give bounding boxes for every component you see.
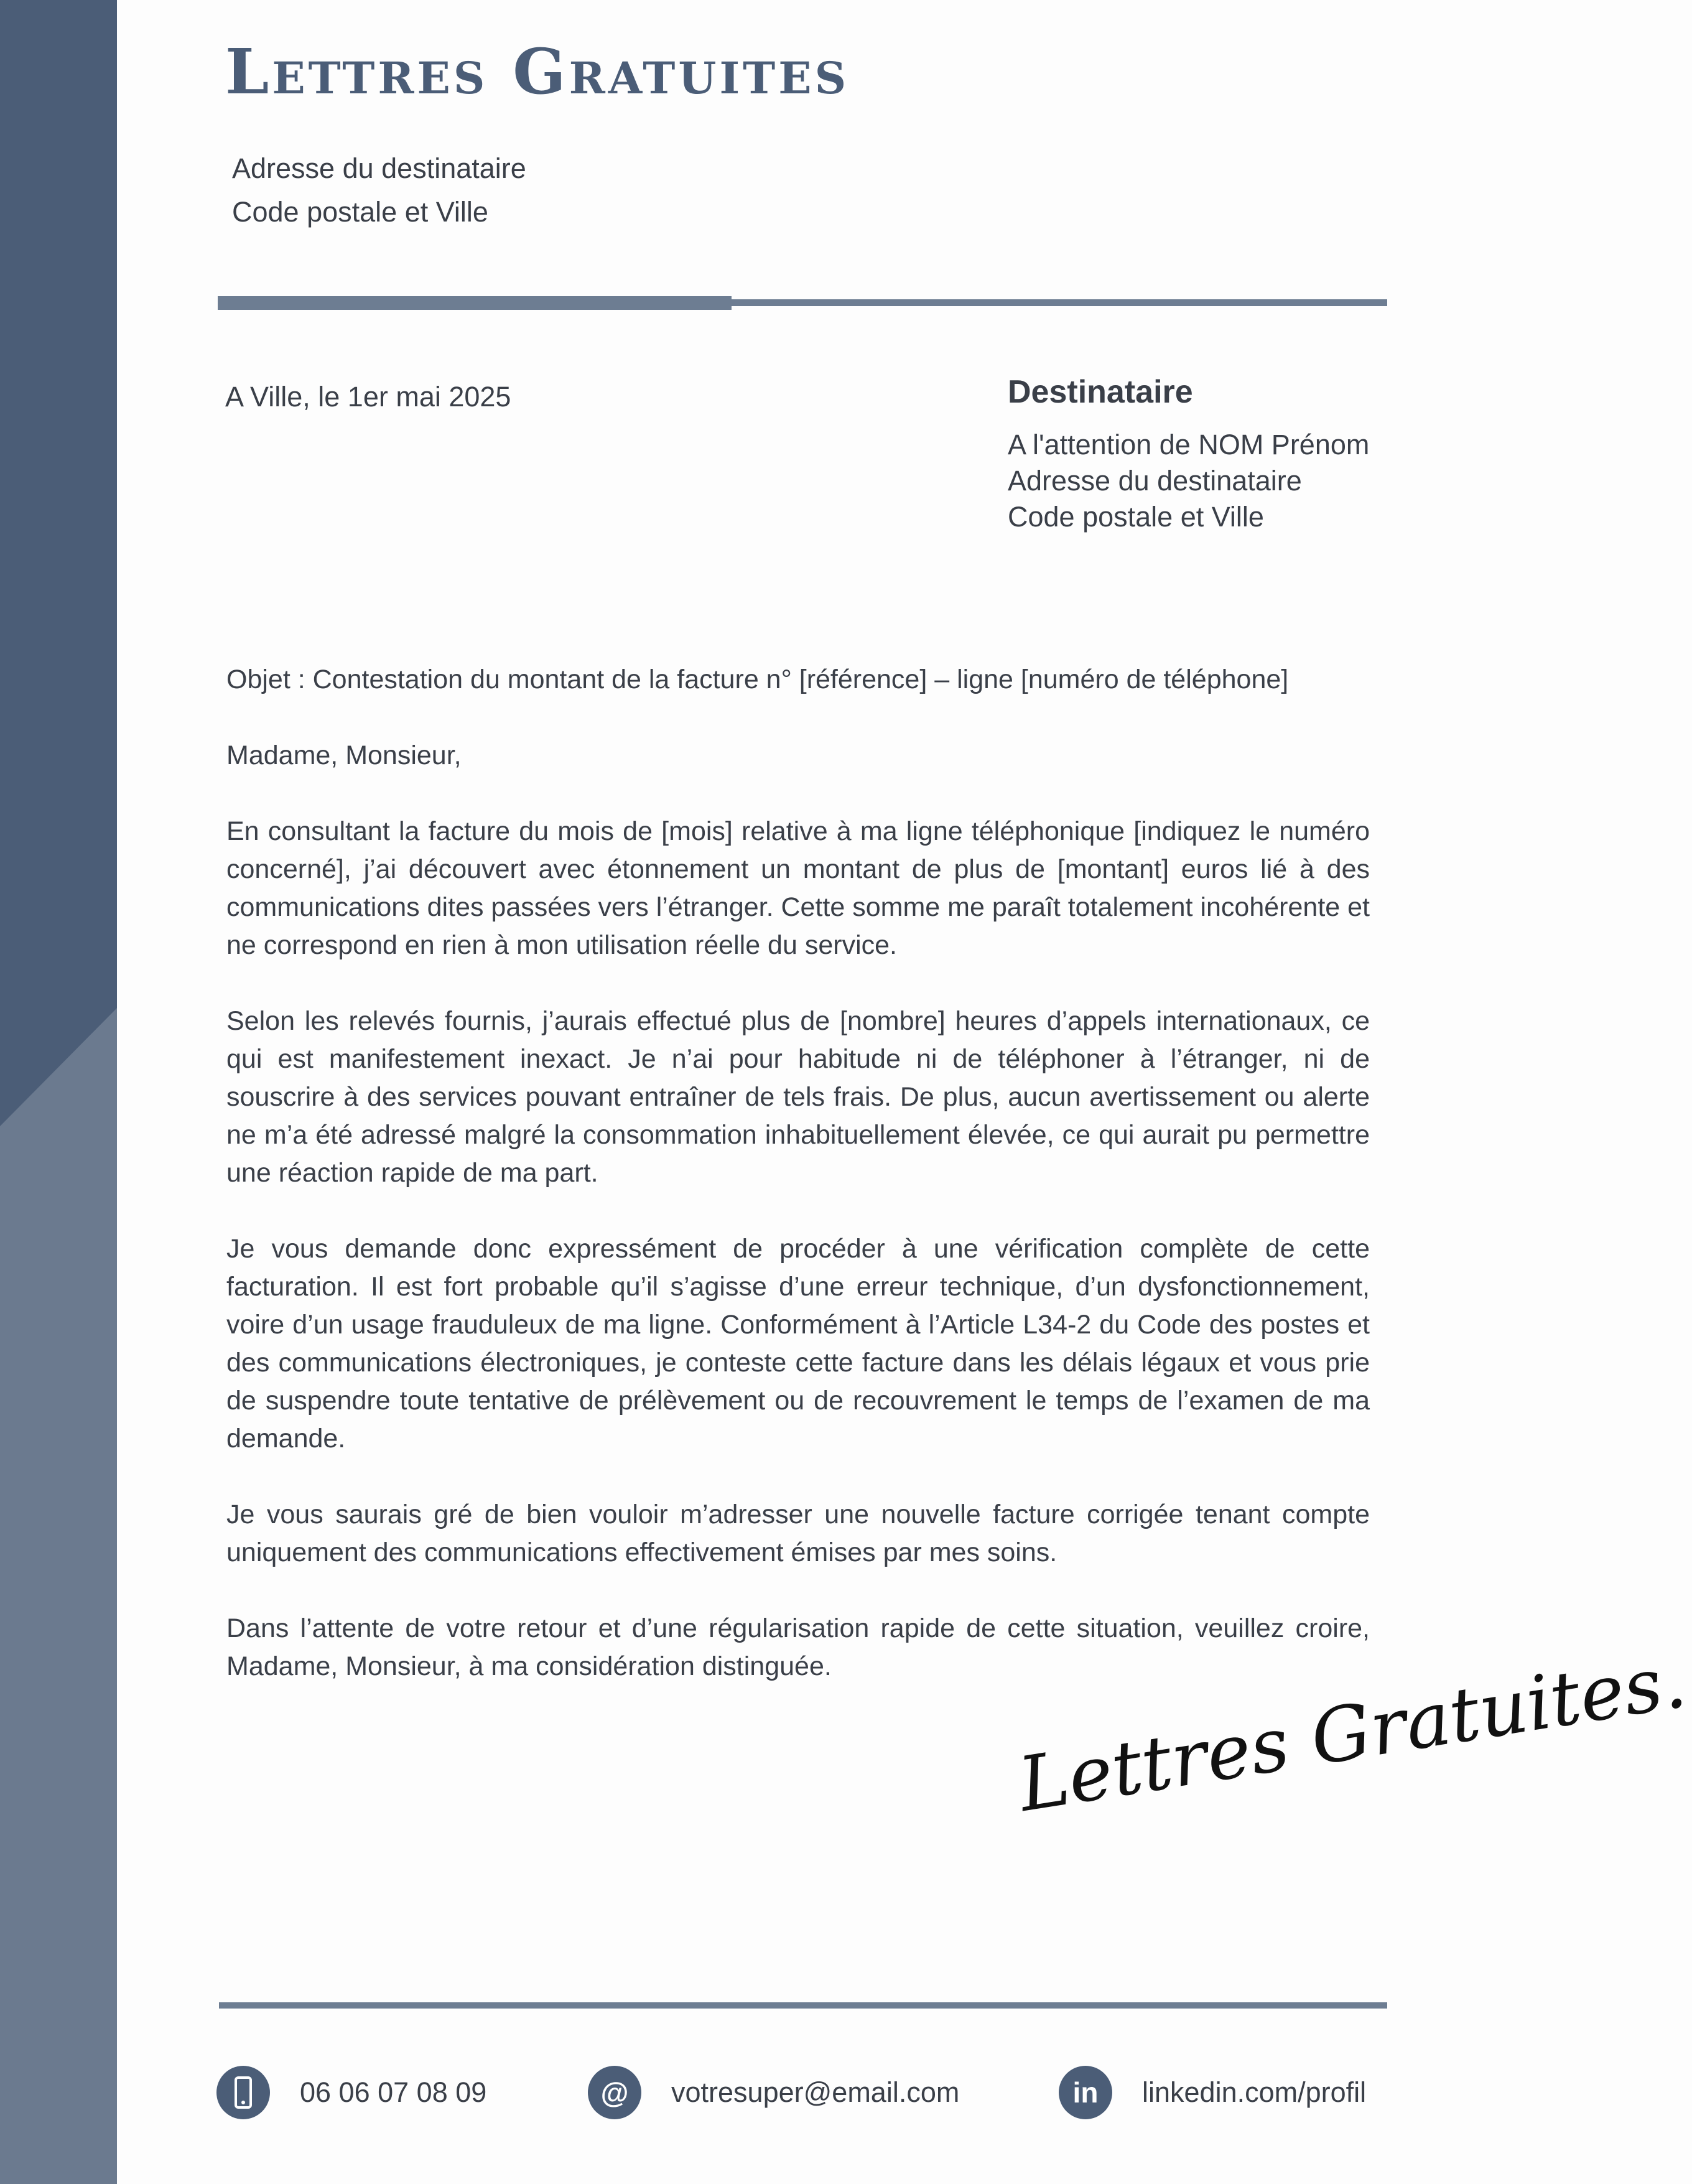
- letter-salutation: Madame, Monsieur,: [226, 740, 462, 770]
- sender-address-line: Adresse du destinataire: [232, 152, 526, 184]
- sidebar-band-light-fill: [0, 1126, 117, 2184]
- recipient-title: Destinataire: [1008, 374, 1193, 410]
- contact-linkedin: [1059, 2066, 1366, 2119]
- contact-phone: [216, 2066, 486, 2119]
- letter-paragraph: Je vous demande donc expressément de procéder à une vérification complète de cette facturation. Il est fort probable qu’il s’agisse d’une erreur technique, d’un dysfonctionnement, voire d’un usage frauduleux de ma ligne. Conformément à l’Article L34-2 du Code des postes et des communications électroniques, je conteste cette facture dans les délais légaux et vous prie de suspendre toute tentative de prélèvement ou de recouvrement le temps de l’examen de ma demande.: [226, 1234, 1370, 1454]
- phone-label: 06 06 07 08 09: [300, 2076, 487, 2108]
- letter-body: [226, 661, 1370, 1724]
- header-divider-thin: [728, 299, 1387, 306]
- header-divider-thick: [218, 296, 732, 310]
- letter-paragraph: Selon les relevés fournis, j’aurais effectué plus de [nombre] heures d’appels internationaux, ce qui est manifestement inexact. Je n’ai pour habitude ni de téléphoner à l’étranger, ni de souscrire à des services pouvant entraîner de tels frais. De plus, aucun avertissement ou alerte ne m’a été adressé malgré la consommation inhabituellement élevée, ce qui aurait pu permettre une réaction rapide de ma part.: [226, 1006, 1370, 1188]
- sender-address: [232, 147, 526, 234]
- email-label: votresuper@email.com: [671, 2076, 960, 2108]
- recipient-attention-line: A l'attention de NOM Prénom: [1008, 429, 1370, 460]
- letter-paragraph: En consultant la facture du mois de [mois] relative à ma ligne téléphonique [indiquez le numéro concerné], j’ai découvert avec étonnement un montant de plus de [montant] euros lié à des communications dites passées vers l’étranger. Cette somme me paraît totalement incohérente et ne correspond en rien à mon utilisation réelle du service.: [226, 816, 1370, 960]
- recipient-address-line: Adresse du destinataire: [1008, 465, 1302, 497]
- linkedin-icon: in: [1059, 2066, 1112, 2119]
- brand-title: Lettres Gratuites: [225, 35, 850, 108]
- linkedin-label: linkedin.com/profil: [1142, 2076, 1367, 2108]
- sidebar-band-dark: [0, 0, 117, 1126]
- letter-paragraph: Je vous saurais gré de bien vouloir m’adresser une nouvelle facture corrigée tenant compte uniquement des communications effectivement émises par mes soins.: [226, 1500, 1370, 1567]
- signature: Lettres Gratuites.: [1013, 1638, 1692, 1829]
- place-date: A Ville, le 1er mai 2025: [225, 381, 511, 413]
- at-icon: @: [588, 2066, 641, 2119]
- letter-subject: Objet : Contestation du montant de la facture n° [référence] – ligne [numéro de téléphone]: [226, 665, 1289, 694]
- footer-divider: [219, 2002, 1387, 2009]
- letter-closing: Dans l’attente de votre retour et d’une régularisation rapide de cette situation, veuillez croire, Madame, Monsieur, à ma considération distinguée.: [226, 1613, 1370, 1681]
- phone-icon: [216, 2066, 270, 2119]
- recipient-city-line: Code postale et Ville: [1008, 501, 1264, 533]
- contact-email: [588, 2066, 959, 2119]
- sender-city-line: Code postale et Ville: [232, 196, 488, 228]
- recipient-block: [1008, 373, 1369, 535]
